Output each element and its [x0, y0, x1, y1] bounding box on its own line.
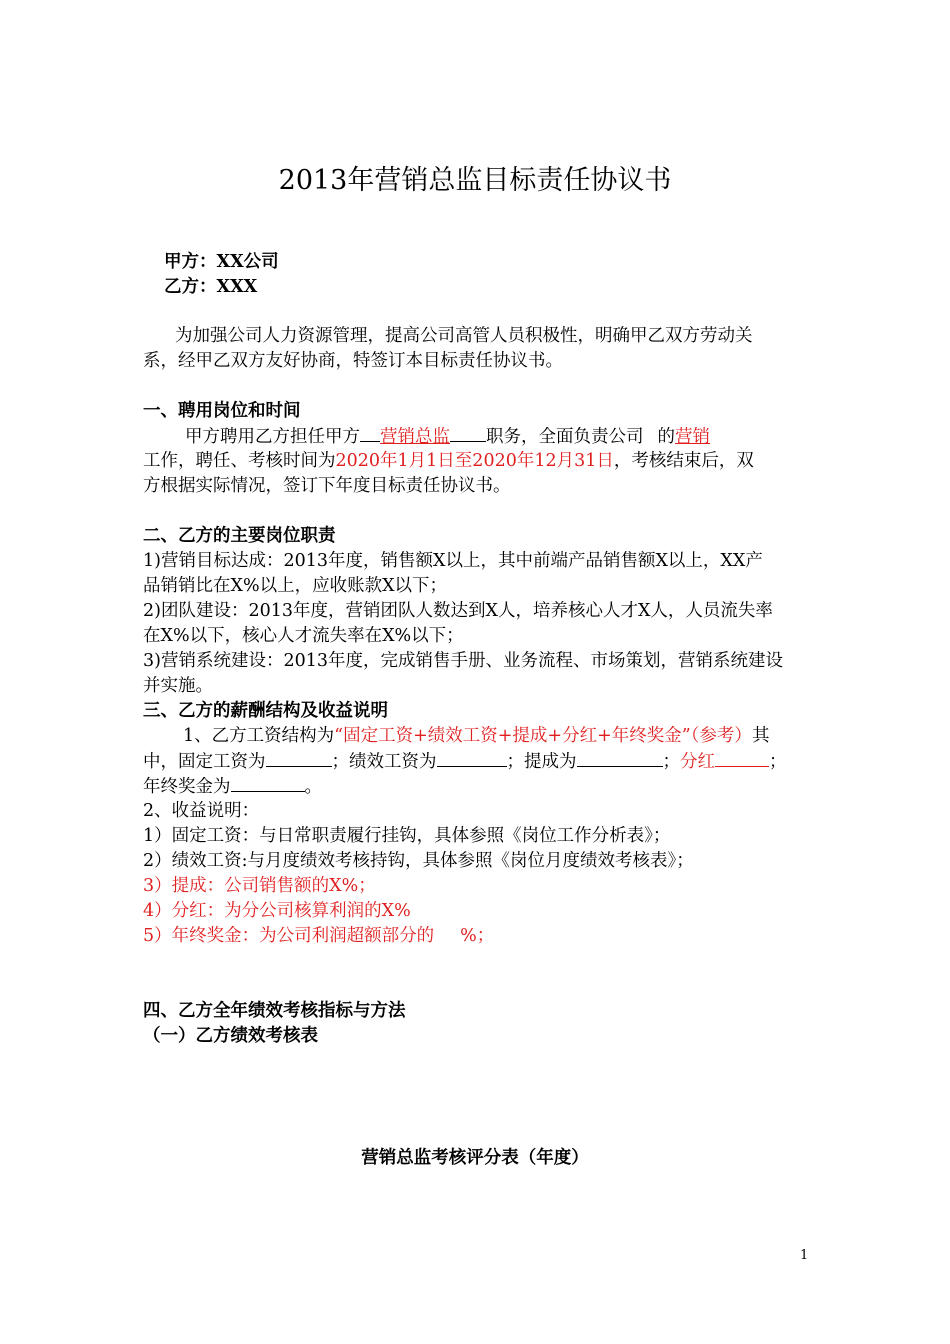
salary-formula: “固定工资+绩效工资+提成+分红+年终奖金”（参考） [334, 726, 752, 746]
term-dates: 2020年1月1日至2020年12月31日 [335, 451, 614, 471]
income-item: 1）固定工资：与日常职责履行挂钩，具体参照《岗位工作分析表》； [143, 826, 671, 846]
dividend-label: 分红 [680, 752, 715, 772]
performance-salary-label: ；绩效工资为 [331, 752, 437, 772]
page-number: 1 [800, 1248, 809, 1263]
fixed-salary-label: 中，固定工资为 [143, 752, 266, 772]
section-1-heading: 一、聘用岗位和时间 [143, 401, 301, 421]
income-title: 2、收益说明： [143, 801, 260, 821]
blank-line [450, 424, 486, 442]
income-item-red: 4）分红：为分公司核算利润的X% [143, 901, 411, 921]
duty-line: 2)团队建设：2013年度，营销团队人数达到X人，培养核心人才X人，人员流失率 [143, 601, 773, 621]
sec3-text-a: 1、乙方工资结构为 [183, 726, 335, 746]
sec1-text-c: 的 [657, 427, 675, 447]
percent-sign: %； [460, 926, 495, 946]
position-value: 营销总监 [380, 427, 450, 447]
income-item-red: 3）提成：公司销售额的X%； [143, 876, 376, 896]
dividend-blank [715, 749, 769, 767]
party-a: 甲方：XX公司 [164, 252, 279, 272]
separator: ； [769, 752, 787, 772]
sec1-text-b: 职务，全面负责公司 [486, 427, 644, 447]
salary-blanks-line [143, 749, 787, 775]
responsibility-value: 营销 [675, 427, 710, 447]
income-item-red [143, 924, 494, 949]
party-b: 乙方：XXX [164, 277, 258, 297]
section-4-subheading: （一）乙方绩效考核表 [143, 1026, 318, 1046]
sec3-text-b: 其 [751, 726, 770, 746]
separator: ； [662, 752, 680, 772]
section-1-line-3: 方根据实际情况，签订下年度目标责任协议书。 [143, 476, 511, 496]
year-end-bonus-blank [231, 774, 305, 792]
income-item: 2）绩效工资:与月度绩效考核持钩，具体参照《岗位月度绩效考核表》； [143, 851, 694, 871]
duty-line: 在X%以下，核心人才流失率在X%以下； [143, 626, 464, 646]
duty-line: 1)营销目标达成：2013年度，销售额X以上，其中前端产品销售额X以上，XX产 [143, 551, 763, 571]
sec1-text-a: 甲方聘用乙方担任甲方 [185, 427, 360, 447]
section-2-heading: 二、乙方的主要岗位职责 [143, 526, 336, 546]
section-3-heading: 三、乙方的薪酬结构及收益说明 [143, 701, 388, 721]
intro-line-1: 为加强公司人力资源管理，提高公司高管人员积极性，明确甲乙双方劳动关 [175, 326, 753, 346]
intro-line-2: 系，经甲乙双方友好协商，特签订本目标责任协议书。 [143, 351, 563, 371]
document-title: 2013年营销总监目标责任协议书 [278, 165, 672, 196]
duty-line: 并实施。 [143, 676, 213, 696]
sec1-text-d: 工作，聘任、考核时间为 [143, 451, 336, 471]
duty-line: 品销销比在X%以上，应收账款X以下； [143, 576, 448, 596]
section-4-heading: 四、乙方全年绩效考核指标与方法 [143, 1001, 406, 1021]
performance-salary-blank [437, 749, 507, 767]
commission-label: ；提成为 [506, 752, 577, 772]
fixed-salary-blank [266, 749, 332, 767]
sec1-text-e: ，考核结束后，双 [613, 451, 754, 471]
commission-blank [577, 749, 663, 767]
duty-line: 3)营销系统建设：2013年度，完成销售手册、业务流程、市场策划，营销系统建设 [143, 651, 783, 671]
year-end-bonus-line [143, 774, 322, 800]
section-1-line-2 [143, 449, 754, 474]
salary-structure-line [183, 724, 769, 749]
blank-line [360, 424, 380, 442]
period: 。 [304, 777, 322, 797]
table-title: 营销总监考核评分表（年度） [361, 1148, 589, 1168]
year-end-bonus-rule: 5）年终奖金：为公司利润超额部分的 [143, 926, 435, 946]
section-1-line-1 [185, 424, 710, 450]
year-end-bonus-label: 年终奖金为 [143, 777, 231, 797]
